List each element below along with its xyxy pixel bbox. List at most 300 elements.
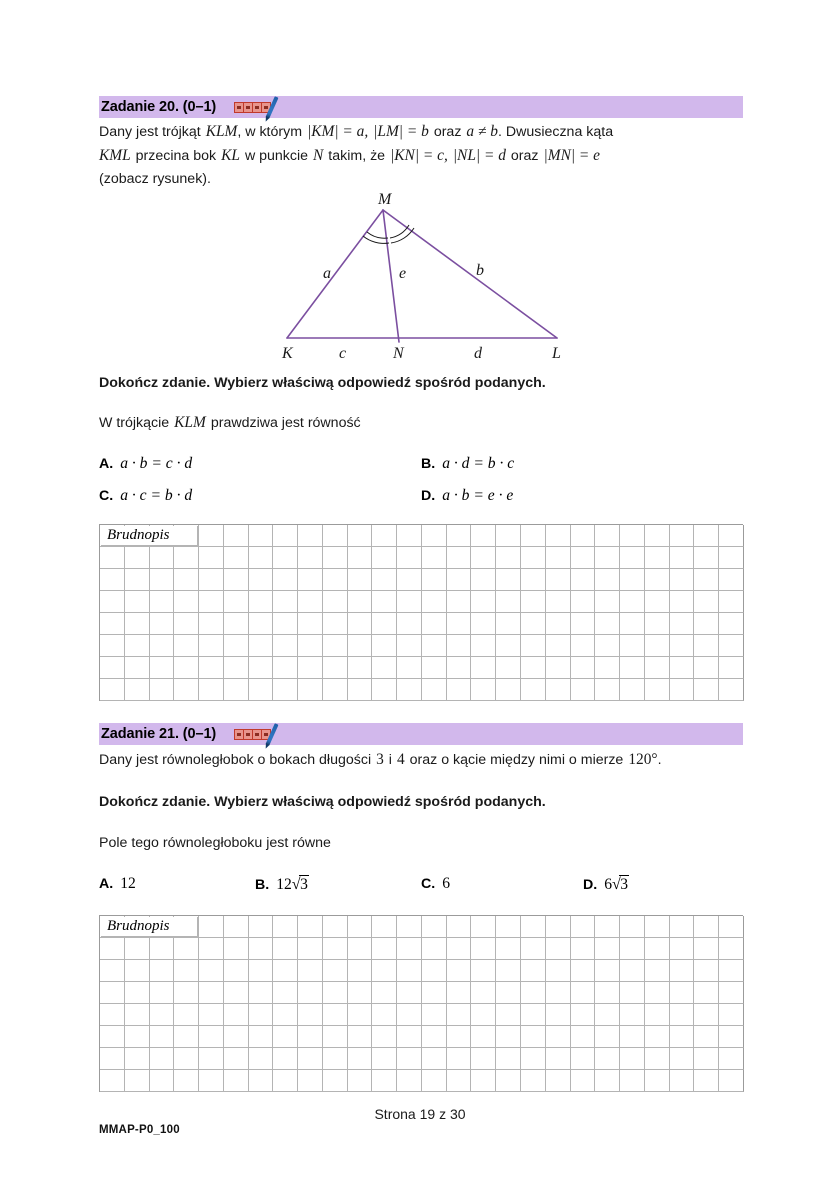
scratch-grid-cell [323, 1048, 348, 1070]
scratch-grid-cell [719, 982, 744, 1004]
scratch-grid-20[interactable] [99, 524, 743, 701]
scratch-grid-cell [273, 960, 298, 982]
scratch-grid-cell [571, 679, 596, 701]
scratch-grid-row [100, 1070, 743, 1092]
task-21-answer-b[interactable] [255, 875, 309, 894]
scratch-grid-cell [620, 982, 645, 1004]
task-21-body [99, 748, 747, 772]
scratch-grid-cell [150, 1004, 175, 1026]
scratch-grid-cell [397, 569, 422, 591]
scratch-grid-cell [397, 613, 422, 635]
scratch-grid-cell [422, 569, 447, 591]
scratch-grid-cell [199, 938, 224, 960]
scratch-grid-cell [496, 635, 521, 657]
scratch-grid-cell [397, 960, 422, 982]
scratch-grid-cell [694, 960, 719, 982]
scratch-grid-cell [422, 1026, 447, 1048]
scratch-grid-cell [348, 1026, 373, 1048]
scratch-grid-cell [645, 1070, 670, 1092]
label-M: M [378, 191, 392, 208]
scratch-grid-cell [521, 657, 546, 679]
scratch-grid-cell [150, 591, 175, 613]
task-20-header-bar [99, 96, 743, 118]
scratch-grid-row [100, 613, 743, 635]
scratch-grid-cell [298, 613, 323, 635]
answer-c-letter: C. [99, 488, 114, 504]
scratch-grid-cell [719, 938, 744, 960]
scratch-grid-cell [100, 613, 125, 635]
scratch-grid-cell [719, 547, 744, 569]
scratch-grid-cell [323, 1070, 348, 1092]
scratch-grid-cell [595, 1004, 620, 1026]
scratch-grid-cell [546, 1004, 571, 1026]
scratch-grid-cell [199, 679, 224, 701]
scratch-grid-cell [249, 916, 274, 938]
scratch-grid-cell [273, 569, 298, 591]
scratch-grid-cell [447, 657, 472, 679]
scratch-label-mask-20 [101, 526, 198, 546]
side-ML [383, 210, 557, 338]
scratch-grid-cell [323, 635, 348, 657]
scratch-grid-cell [422, 938, 447, 960]
scratch-grid-cell [249, 1026, 274, 1048]
scratch-grid-21[interactable] [99, 915, 743, 1092]
scratch-grid-cell [249, 679, 274, 701]
scratch-grid-cell [546, 569, 571, 591]
scratch-grid-cell [595, 960, 620, 982]
scratch-grid-cell [571, 982, 596, 1004]
scratch-grid-cell [199, 569, 224, 591]
scratch-label-21: Brudnopis [107, 918, 170, 934]
scratch-grid-cell [125, 569, 150, 591]
scratch-grid-cell [670, 1004, 695, 1026]
scratch-grid-cell [224, 525, 249, 547]
scratch-grid-cell [249, 657, 274, 679]
scratch-grid-cell [224, 1070, 249, 1092]
scratch-grid-cell [471, 679, 496, 701]
scratch-grid-cell [298, 525, 323, 547]
scratch-grid-cell [125, 960, 150, 982]
scratch-grid-cell [719, 525, 744, 547]
scratch-grid-cell [348, 982, 373, 1004]
scratch-grid-cell [496, 1026, 521, 1048]
scratch-grid-cell [546, 591, 571, 613]
scratch-grid-cell [571, 1026, 596, 1048]
scratch-grid-cell [595, 938, 620, 960]
scratch-grid-cell [670, 525, 695, 547]
scratch-grid-cell [521, 613, 546, 635]
scratch-grid-cell [224, 938, 249, 960]
answer-b-value: 12 [276, 876, 292, 893]
scratch-grid-cell [496, 569, 521, 591]
scratch-grid-cell [496, 982, 521, 1004]
scratch-grid-cell [620, 938, 645, 960]
scratch-grid-cell [199, 982, 224, 1004]
scratch-grid-cell [397, 525, 422, 547]
scratch-grid-cell [397, 591, 422, 613]
scratch-grid-cell [397, 1070, 422, 1092]
label-N: N [393, 345, 404, 362]
scratch-grid-row [100, 657, 743, 679]
scratch-grid-cell [397, 635, 422, 657]
scratch-grid-cell [422, 547, 447, 569]
scratch-grid-cell [447, 679, 472, 701]
scratch-grid-cell [694, 938, 719, 960]
t20-l2-g: |KN| = c, [390, 147, 448, 164]
scratch-grid-row [100, 679, 743, 701]
scratch-grid-cell [496, 1004, 521, 1026]
scratch-grid-cell [224, 982, 249, 1004]
triangle-figure [99, 190, 747, 365]
scratch-grid-cell [694, 1026, 719, 1048]
scratch-grid-cell [521, 1004, 546, 1026]
scratch-grid-cell [397, 1026, 422, 1048]
scratch-grid-cell [348, 657, 373, 679]
scratch-grid-cell [571, 916, 596, 938]
scratch-grid-cell [249, 525, 274, 547]
scratch-grid-cell [298, 1026, 323, 1048]
task-20-answer-b[interactable] [421, 455, 514, 473]
scratch-grid-cell [100, 547, 125, 569]
scratch-grid-cell [719, 1048, 744, 1070]
scratch-grid-cell [645, 1026, 670, 1048]
scratch-grid-cell [397, 1048, 422, 1070]
scratch-grid-cell [620, 569, 645, 591]
scratch-grid-cell [546, 1026, 571, 1048]
scratch-grid-cell [174, 960, 199, 982]
scratch-grid-cell [670, 547, 695, 569]
scratch-grid-cell [447, 982, 472, 1004]
scratch-grid-cell [521, 1048, 546, 1070]
scratch-grid-cell [174, 1004, 199, 1026]
scratch-grid-cell [595, 1048, 620, 1070]
scratch-grid-cell [595, 982, 620, 1004]
scratch-grid-cell [546, 982, 571, 1004]
scratch-grid-cell [273, 1004, 298, 1026]
t21-b: 3 [376, 751, 384, 768]
scratch-grid-cell [620, 1004, 645, 1026]
scratch-grid-cell [595, 569, 620, 591]
task-20-stem [99, 411, 747, 435]
scratch-grid-cell [595, 591, 620, 613]
scratch-grid-cell [249, 1004, 274, 1026]
scratch-grid-cell [645, 982, 670, 1004]
scratch-grid-cell [670, 960, 695, 982]
task-21-answer-a[interactable] [99, 875, 136, 893]
scratch-grid-cell [348, 938, 373, 960]
answer-d-letter: D. [421, 488, 436, 504]
scratch-grid-cell [249, 982, 274, 1004]
scratch-grid-cell [100, 938, 125, 960]
scratch-grid-cell [199, 916, 224, 938]
task-20-scratch-area[interactable] [99, 524, 743, 701]
task-20-answer-d[interactable] [421, 487, 513, 505]
scratch-grid-cell [100, 1004, 125, 1026]
scratch-grid-cell [471, 525, 496, 547]
scratch-grid-cell [150, 960, 175, 982]
scratch-grid-cell [174, 679, 199, 701]
scratch-grid-cell [372, 916, 397, 938]
scratch-grid-cell [174, 547, 199, 569]
scratch-grid-cell [694, 613, 719, 635]
scratch-grid-cell [645, 960, 670, 982]
task-21-scratch-area[interactable] [99, 915, 743, 1092]
scratch-grid-cell [694, 657, 719, 679]
scratch-grid-cell [174, 1048, 199, 1070]
scratch-grid-cell [150, 679, 175, 701]
answer-b-radicand: 3 [300, 875, 308, 893]
scratch-grid-cell [397, 982, 422, 1004]
scratch-grid-cell [471, 591, 496, 613]
scratch-grid-cell [719, 591, 744, 613]
scratch-grid-cell [471, 657, 496, 679]
scratch-grid-cell [150, 635, 175, 657]
scratch-grid-cell [125, 635, 150, 657]
scratch-grid-cell [273, 591, 298, 613]
scratch-grid-cell [422, 1070, 447, 1092]
scratch-grid-cell [273, 982, 298, 1004]
scratch-grid-cell [150, 1070, 175, 1092]
task-20-answers-row-1 [99, 455, 747, 479]
scratch-grid-cell [372, 547, 397, 569]
scratch-grid-cell [100, 679, 125, 701]
scratch-grid-cell [595, 525, 620, 547]
t20-l2-d: w punkcie [244, 148, 309, 164]
triangle-svg [99, 190, 747, 365]
scratch-grid-cell [174, 635, 199, 657]
t20-l1-b: KLM [205, 123, 238, 140]
scratch-grid-cell [595, 657, 620, 679]
scratch-grid-row [100, 982, 743, 1004]
scratch-grid-cell [100, 1070, 125, 1092]
task-20-answer-a[interactable] [99, 455, 192, 473]
scratch-grid-cell [397, 657, 422, 679]
scratch-grid-cell [645, 525, 670, 547]
scratch-grid-cell [372, 591, 397, 613]
scratch-grid-cell [323, 613, 348, 635]
scratch-grid-cell [273, 1048, 298, 1070]
scratch-label-20: Brudnopis [107, 527, 170, 543]
scratch-grid-cell [571, 960, 596, 982]
scratch-grid-cell [298, 1048, 323, 1070]
scratch-grid-cell [496, 679, 521, 701]
scratch-grid-cell [620, 1026, 645, 1048]
scratch-grid-cell [670, 657, 695, 679]
scratch-grid-cell [645, 635, 670, 657]
scratch-grid-cell [323, 591, 348, 613]
scratch-grid-cell [694, 569, 719, 591]
scratch-grid-cell [447, 938, 472, 960]
answer-c-letter: C. [421, 876, 436, 892]
task-21-answer-c[interactable] [421, 875, 450, 893]
scratch-grid-cell [645, 547, 670, 569]
scratch-grid-cell [719, 1026, 744, 1048]
scratch-grid-cell [224, 657, 249, 679]
scratch-grid-cell [199, 1004, 224, 1026]
scratch-grid-cell [471, 613, 496, 635]
scratch-grid-cell [422, 679, 447, 701]
scratch-grid-cell [174, 1026, 199, 1048]
t20-l1-g: a ≠ b [466, 123, 498, 140]
scratch-grid-cell [546, 916, 571, 938]
scratch-grid-cell [224, 1048, 249, 1070]
answer-b-text: a · d = b · c [442, 455, 515, 472]
scratch-grid-cell [174, 657, 199, 679]
scratch-grid-cell [719, 1004, 744, 1026]
t20-l2-f: takim, że [328, 148, 386, 164]
task-21-answer-d[interactable] [583, 875, 629, 894]
scratch-grid-cell [298, 591, 323, 613]
scratch-grid-cell [571, 657, 596, 679]
scratch-grid-cell [199, 591, 224, 613]
scratch-grid-cell [125, 679, 150, 701]
scratch-grid-cell [595, 1026, 620, 1048]
scratch-grid-cell [372, 960, 397, 982]
scratch-grid-cell [372, 982, 397, 1004]
scratch-grid-cell [150, 1048, 175, 1070]
scratch-grid-cell [521, 569, 546, 591]
scratch-grid-cell [645, 1048, 670, 1070]
scratch-label-mask-21 [101, 917, 198, 937]
scratch-grid-cell [694, 525, 719, 547]
scratch-grid-cell [273, 525, 298, 547]
scratch-grid-cell [323, 547, 348, 569]
scratch-grid-cell [521, 960, 546, 982]
scratch-grid-cell [348, 916, 373, 938]
task-20-instruction: Dokończ zdanie. Wybierz właściwą odpowiedź spośród podanych. [99, 375, 546, 391]
scratch-grid-cell [521, 916, 546, 938]
scratch-grid-cell [323, 982, 348, 1004]
scratch-grid-cell [323, 679, 348, 701]
scratch-grid-cell [670, 569, 695, 591]
scratch-grid-cell [249, 613, 274, 635]
task-20-answers-row-2 [99, 487, 747, 511]
scratch-grid-cell [397, 679, 422, 701]
scratch-grid-row [100, 547, 743, 569]
scratch-grid-cell [595, 679, 620, 701]
scratch-grid-cell [620, 657, 645, 679]
scratch-grid-cell [273, 613, 298, 635]
scratch-grid-cell [298, 1070, 323, 1092]
scratch-grid-cell [348, 547, 373, 569]
t21-f: 120° [628, 751, 658, 768]
t21-a: Dany jest równoległobok o bokach długości [99, 752, 372, 768]
scratch-grid-cell [670, 591, 695, 613]
scratch-grid-cell [620, 591, 645, 613]
scratch-grid-cell [546, 547, 571, 569]
scratch-grid-cell [348, 525, 373, 547]
scratch-grid-cell [348, 960, 373, 982]
scratch-grid-cell [372, 569, 397, 591]
scratch-grid-cell [521, 1070, 546, 1092]
scratch-grid-cell [273, 916, 298, 938]
scratch-grid-cell [348, 1070, 373, 1092]
scratch-grid-cell [546, 525, 571, 547]
scratch-grid-cell [595, 613, 620, 635]
bisector-MN [383, 210, 399, 342]
task-20-answer-c[interactable] [99, 487, 192, 505]
scratch-grid-cell [348, 1048, 373, 1070]
scratch-grid-cell [719, 960, 744, 982]
scratch-grid-cell [372, 1004, 397, 1026]
t20-l1-h: . Dwusieczna kąta [497, 124, 614, 140]
scratch-grid-cell [645, 938, 670, 960]
t20-l2-c: KL [221, 147, 240, 164]
scratch-grid-cell [298, 982, 323, 1004]
scratch-grid-cell [224, 916, 249, 938]
answer-d-radical: √3 [611, 875, 629, 893]
scratch-grid-cell [471, 938, 496, 960]
scratch-grid-cell [323, 960, 348, 982]
scratch-grid-cell [348, 1004, 373, 1026]
scratch-grid-cell [670, 1070, 695, 1092]
scratch-grid-cell [298, 960, 323, 982]
scratch-grid-cell [372, 525, 397, 547]
scratch-grid-cell [571, 591, 596, 613]
scratch-grid-cell [298, 635, 323, 657]
scratch-grid-cell [125, 982, 150, 1004]
t21-e: oraz o kącie między nimi o mierze [409, 752, 624, 768]
scratch-grid-cell [125, 613, 150, 635]
scratch-grid-cell [620, 679, 645, 701]
scratch-grid-cell [447, 591, 472, 613]
scratch-grid-cell [224, 1004, 249, 1026]
scratch-grid-cell [348, 591, 373, 613]
scratch-grid-cell [372, 938, 397, 960]
scratch-grid-cell [719, 657, 744, 679]
t20-l3: (zobacz rysunek). [99, 171, 211, 187]
scratch-grid-cell [422, 525, 447, 547]
scratch-grid-cell [670, 916, 695, 938]
scratch-grid-cell [719, 679, 744, 701]
angle-arc-left-1 [367, 232, 388, 238]
scratch-grid-cell [224, 591, 249, 613]
scratch-grid-cell [125, 1070, 150, 1092]
scratch-grid-cell [571, 1048, 596, 1070]
scratch-grid-cell [150, 547, 175, 569]
scratch-grid-cell [645, 657, 670, 679]
scratch-grid-cell [199, 635, 224, 657]
scratch-grid-cell [471, 960, 496, 982]
task-21-stem: Pole tego równoległoboku jest równe [99, 835, 331, 851]
scratch-grid-cell [273, 547, 298, 569]
scratch-grid-cell [422, 982, 447, 1004]
scratch-grid-cell [645, 916, 670, 938]
answer-a-text: a · b = c · d [120, 455, 193, 472]
t20-l2-e: N [313, 147, 324, 164]
scratch-grid-cell [125, 591, 150, 613]
scratch-grid-cell [521, 1026, 546, 1048]
scratch-grid-cell [447, 569, 472, 591]
t21-d: 4 [396, 751, 405, 768]
scratch-grid-cell [174, 569, 199, 591]
scratch-grid-cell [150, 1026, 175, 1048]
scratch-grid-cell [670, 635, 695, 657]
scratch-grid-cell [150, 569, 175, 591]
scratch-grid-cell [496, 591, 521, 613]
scratch-grid-cell [348, 635, 373, 657]
scratch-grid-cell [273, 1026, 298, 1048]
scratch-grid-cell [224, 569, 249, 591]
scratch-grid-cell [397, 1004, 422, 1026]
scratch-grid-cell [521, 679, 546, 701]
scratch-grid-cell [125, 657, 150, 679]
task-21-instruction: Dokończ zdanie. Wybierz właściwą odpowiedź spośród podanych. [99, 794, 546, 810]
answer-a-value: 12 [120, 875, 136, 892]
scratch-grid-cell [571, 569, 596, 591]
t21-g: . [657, 752, 662, 768]
scratch-grid-cell [125, 938, 150, 960]
